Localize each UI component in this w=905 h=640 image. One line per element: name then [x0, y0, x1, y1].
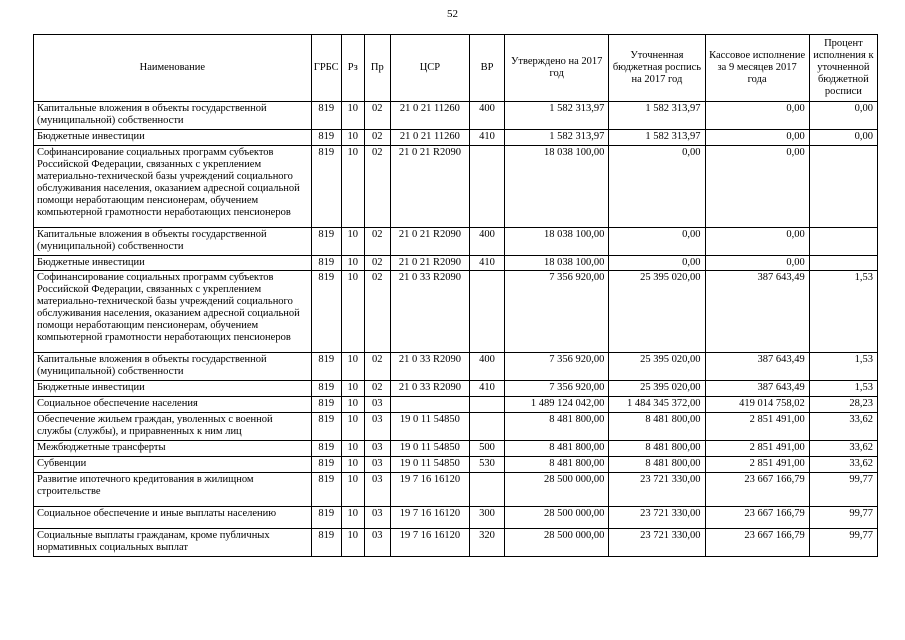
table-cell: 320: [470, 528, 505, 556]
table-cell: 99,77: [809, 506, 877, 528]
table-cell: 819: [311, 353, 341, 381]
table-cell: 21 0 21 R2090: [390, 227, 469, 255]
table-cell: Бюджетные инвестиции: [34, 255, 312, 271]
table-cell: 1 582 313,97: [505, 129, 609, 145]
table-cell: Обеспечение жильем граждан, уволенных с военной службы (службы), и приравненных к ним лиц: [34, 413, 312, 441]
table-cell: 7 356 920,00: [505, 381, 609, 397]
budget-table: [33, 34, 878, 557]
column-header: Пр: [364, 35, 390, 102]
table-cell: 530: [470, 457, 505, 473]
table-cell: 23 721 330,00: [609, 473, 705, 507]
table-row: [34, 271, 878, 353]
table-cell: 0,00: [809, 129, 877, 145]
table-cell: 19 0 11 54850: [390, 413, 469, 441]
table-cell: 33,62: [809, 413, 877, 441]
column-header: Уточненная бюджетная роспись на 2017 год: [609, 35, 705, 102]
table-row: [34, 227, 878, 255]
table-cell: 33,62: [809, 457, 877, 473]
table-cell: Субвенции: [34, 457, 312, 473]
table-cell: 02: [364, 227, 390, 255]
column-header: ГРБС: [311, 35, 341, 102]
column-header: Кассовое исполнение за 9 месяцев 2017 года: [705, 35, 809, 102]
table-row: [34, 473, 878, 507]
table-cell: 500: [470, 441, 505, 457]
table-cell: 19 0 11 54850: [390, 441, 469, 457]
table-cell: 28 500 000,00: [505, 473, 609, 507]
table-row: [34, 441, 878, 457]
budget-table-body: [34, 101, 878, 556]
table-cell: 21 0 33 R2090: [390, 353, 469, 381]
table-cell: 2 851 491,00: [705, 457, 809, 473]
table-cell: 10: [341, 129, 364, 145]
table-row: [34, 397, 878, 413]
table-cell: 23 721 330,00: [609, 528, 705, 556]
table-cell: 819: [311, 457, 341, 473]
table-cell: Капитальные вложения в объекты государственной (муниципальной) собственности: [34, 227, 312, 255]
table-cell: 10: [341, 381, 364, 397]
table-cell: 10: [341, 227, 364, 255]
table-cell: 19 7 16 16120: [390, 528, 469, 556]
table-cell: 2 851 491,00: [705, 413, 809, 441]
table-cell: 03: [364, 441, 390, 457]
table-cell: [470, 271, 505, 353]
table-cell: 25 395 020,00: [609, 271, 705, 353]
table-cell: 03: [364, 473, 390, 507]
table-cell: 8 481 800,00: [505, 441, 609, 457]
table-cell: 1 582 313,97: [609, 129, 705, 145]
table-row: [34, 506, 878, 528]
table-cell: 8 481 800,00: [609, 413, 705, 441]
table-cell: Софинансирование социальных программ субъектов Российской Федерации, связанных с укреплением материально-технической базы учреждений социального обслуживания населения, оказанием адресной социальной помощи неработающим пенсионерам, обучением компьютерной грамотности неработающих пенсионеров: [34, 145, 312, 227]
table-cell: 10: [341, 397, 364, 413]
table-cell: 33,62: [809, 441, 877, 457]
table-cell: 0,00: [705, 227, 809, 255]
table-cell: 10: [341, 473, 364, 507]
table-cell: 410: [470, 381, 505, 397]
table-row: [34, 528, 878, 556]
table-cell: 819: [311, 101, 341, 129]
table-cell: 387 643,49: [705, 381, 809, 397]
table-cell: 10: [341, 506, 364, 528]
table-cell: 02: [364, 129, 390, 145]
table-cell: 25 395 020,00: [609, 353, 705, 381]
table-cell: 387 643,49: [705, 353, 809, 381]
table-row: [34, 413, 878, 441]
table-row: [34, 353, 878, 381]
table-cell: 21 0 33 R2090: [390, 271, 469, 353]
table-cell: 419 014 758,02: [705, 397, 809, 413]
table-cell: Капитальные вложения в объекты государственной (муниципальной) собственности: [34, 101, 312, 129]
table-cell: 19 7 16 16120: [390, 473, 469, 507]
table-cell: 10: [341, 271, 364, 353]
table-cell: [809, 145, 877, 227]
table-cell: 03: [364, 506, 390, 528]
table-cell: 1 582 313,97: [609, 101, 705, 129]
table-cell: 8 481 800,00: [505, 457, 609, 473]
table-cell: 02: [364, 353, 390, 381]
table-cell: 1,53: [809, 381, 877, 397]
table-cell: 10: [341, 255, 364, 271]
table-cell: 21 0 21 11260: [390, 129, 469, 145]
table-cell: Бюджетные инвестиции: [34, 381, 312, 397]
table-row: [34, 129, 878, 145]
table-cell: Межбюджетные трансферты: [34, 441, 312, 457]
table-cell: 819: [311, 441, 341, 457]
table-cell: 28 500 000,00: [505, 506, 609, 528]
table-cell: 03: [364, 397, 390, 413]
table-row: [34, 381, 878, 397]
table-cell: [470, 413, 505, 441]
table-cell: 10: [341, 441, 364, 457]
table-cell: [470, 473, 505, 507]
column-header: ВР: [470, 35, 505, 102]
table-cell: 28 500 000,00: [505, 528, 609, 556]
table-cell: [470, 145, 505, 227]
table-cell: 0,00: [609, 227, 705, 255]
table-cell: 819: [311, 473, 341, 507]
table-cell: 10: [341, 528, 364, 556]
column-header: Наименование: [34, 35, 312, 102]
table-cell: 1,53: [809, 271, 877, 353]
table-row: [34, 255, 878, 271]
table-cell: 02: [364, 145, 390, 227]
table-cell: 819: [311, 413, 341, 441]
table-cell: 10: [341, 353, 364, 381]
table-cell: 7 356 920,00: [505, 353, 609, 381]
table-cell: 819: [311, 255, 341, 271]
table-cell: 0,00: [609, 255, 705, 271]
table-cell: 0,00: [609, 145, 705, 227]
table-row: [34, 457, 878, 473]
table-cell: 10: [341, 413, 364, 441]
table-cell: 0,00: [705, 101, 809, 129]
column-header: ЦСР: [390, 35, 469, 102]
table-cell: 21 0 21 R2090: [390, 255, 469, 271]
table-cell: 1,53: [809, 353, 877, 381]
table-cell: 10: [341, 457, 364, 473]
table-cell: 23 667 166,79: [705, 506, 809, 528]
table-cell: 28,23: [809, 397, 877, 413]
table-cell: 7 356 920,00: [505, 271, 609, 353]
table-cell: 99,77: [809, 473, 877, 507]
table-cell: 18 038 100,00: [505, 145, 609, 227]
table-cell: 1 489 124 042,00: [505, 397, 609, 413]
table-cell: 1 582 313,97: [505, 101, 609, 129]
column-header: Процент исполнения к уточненной бюджетной росписи: [809, 35, 877, 102]
table-cell: Социальные выплаты гражданам, кроме публичных нормативных социальных выплат: [34, 528, 312, 556]
table-cell: 18 038 100,00: [505, 227, 609, 255]
table-cell: 300: [470, 506, 505, 528]
budget-table-head: [34, 35, 878, 102]
table-cell: 21 0 33 R2090: [390, 381, 469, 397]
column-header: Рз: [341, 35, 364, 102]
table-cell: [809, 255, 877, 271]
table-cell: 0,00: [809, 101, 877, 129]
table-cell: 819: [311, 397, 341, 413]
table-cell: 19 7 16 16120: [390, 506, 469, 528]
table-cell: 8 481 800,00: [609, 441, 705, 457]
table-cell: 0,00: [705, 129, 809, 145]
table-cell: 02: [364, 271, 390, 353]
table-cell: 8 481 800,00: [609, 457, 705, 473]
table-cell: Развитие ипотечного кредитования в жилищном строительстве: [34, 473, 312, 507]
table-cell: 03: [364, 457, 390, 473]
table-cell: 1 484 345 372,00: [609, 397, 705, 413]
table-cell: 2 851 491,00: [705, 441, 809, 457]
table-cell: 400: [470, 227, 505, 255]
table-cell: 819: [311, 381, 341, 397]
table-cell: 387 643,49: [705, 271, 809, 353]
table-cell: 02: [364, 101, 390, 129]
table-cell: 03: [364, 413, 390, 441]
table-cell: 8 481 800,00: [505, 413, 609, 441]
table-cell: 25 395 020,00: [609, 381, 705, 397]
table-cell: Социальное обеспечение и иные выплаты населению: [34, 506, 312, 528]
table-cell: 819: [311, 129, 341, 145]
table-cell: 0,00: [705, 255, 809, 271]
table-cell: 410: [470, 255, 505, 271]
table-cell: 23 721 330,00: [609, 506, 705, 528]
table-cell: 23 667 166,79: [705, 528, 809, 556]
table-cell: 10: [341, 101, 364, 129]
table-cell: [390, 397, 469, 413]
column-header: Утверждено на 2017 год: [505, 35, 609, 102]
table-cell: 21 0 21 R2090: [390, 145, 469, 227]
table-cell: 819: [311, 271, 341, 353]
table-cell: 03: [364, 528, 390, 556]
table-cell: 410: [470, 129, 505, 145]
table-cell: Софинансирование социальных программ субъектов Российской Федерации, связанных с укреплением материально-технической базы учреждений социального обслуживания населения, оказанием адресной социальной помощи неработающим пенсионерам, обучением компьютерной грамотности неработающих пенсионеров: [34, 271, 312, 353]
table-cell: 99,77: [809, 528, 877, 556]
table-row: [34, 145, 878, 227]
budget-table-header-row: [34, 35, 878, 102]
table-cell: 19 0 11 54850: [390, 457, 469, 473]
table-cell: 400: [470, 101, 505, 129]
table-cell: 10: [341, 145, 364, 227]
table-cell: Бюджетные инвестиции: [34, 129, 312, 145]
table-cell: 21 0 21 11260: [390, 101, 469, 129]
table-cell: 02: [364, 255, 390, 271]
table-cell: 18 038 100,00: [505, 255, 609, 271]
table-cell: 400: [470, 353, 505, 381]
table-cell: [809, 227, 877, 255]
table-cell: 819: [311, 227, 341, 255]
table-cell: 0,00: [705, 145, 809, 227]
page-number: 52: [447, 8, 458, 20]
table-cell: [470, 397, 505, 413]
table-cell: Капитальные вложения в объекты государственной (муниципальной) собственности: [34, 353, 312, 381]
table-cell: 23 667 166,79: [705, 473, 809, 507]
table-cell: 819: [311, 506, 341, 528]
table-cell: 02: [364, 381, 390, 397]
table-cell: 819: [311, 145, 341, 227]
table-cell: Социальное обеспечение населения: [34, 397, 312, 413]
table-row: [34, 101, 878, 129]
table-cell: 819: [311, 528, 341, 556]
